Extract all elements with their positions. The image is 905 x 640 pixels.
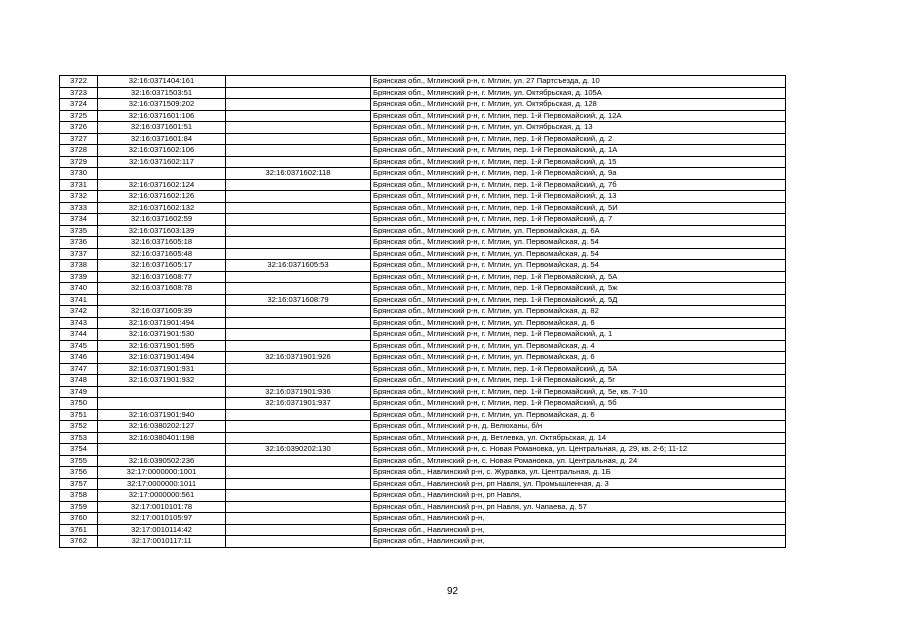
table-row <box>60 340 786 352</box>
cadastral-number-cell: 32:16:0380202:127 <box>98 421 226 433</box>
row-number-cell: 3731 <box>60 179 98 191</box>
address-cell: Брянская обл., Мглинский р-н, г. Мглин, пер. 1-й Первомайский, д. 5А <box>371 271 786 283</box>
related-cadastral-number-cell <box>226 202 371 214</box>
related-cadastral-number-cell <box>226 501 371 513</box>
row-number-cell: 3741 <box>60 294 98 306</box>
table-row <box>60 501 786 513</box>
cadastral-number-cell: 32:16:0390502:236 <box>98 455 226 467</box>
table-row <box>60 363 786 375</box>
row-number-cell: 3745 <box>60 340 98 352</box>
related-cadastral-number-cell <box>226 225 371 237</box>
row-number-cell: 3749 <box>60 386 98 398</box>
address-cell: Брянская обл., Мглинский р-н, г. Мглин, пер. 1-й Первомайский, д. 5И <box>371 202 786 214</box>
table-row <box>60 260 786 272</box>
row-number-cell: 3724 <box>60 99 98 111</box>
row-number-cell: 3754 <box>60 444 98 456</box>
cadastral-number-cell: 32:16:0371602:59 <box>98 214 226 226</box>
row-number-cell: 3723 <box>60 87 98 99</box>
related-cadastral-number-cell <box>226 145 371 157</box>
table-row <box>60 214 786 226</box>
address-cell: Брянская обл., Навлинский р-н, рп Навля, ул. Промышленная, д. 3 <box>371 478 786 490</box>
related-cadastral-number-cell <box>226 340 371 352</box>
table-row <box>60 444 786 456</box>
row-number-cell: 3730 <box>60 168 98 180</box>
row-number-cell: 3757 <box>60 478 98 490</box>
table-row <box>60 536 786 548</box>
table-row <box>60 490 786 502</box>
cadastral-number-cell <box>98 386 226 398</box>
cadastral-number-cell: 32:16:0371608:77 <box>98 271 226 283</box>
related-cadastral-number-cell <box>226 536 371 548</box>
table-row <box>60 156 786 168</box>
cadastral-number-cell: 32:16:0371605:48 <box>98 248 226 260</box>
address-cell: Брянская обл., Мглинский р-н, г. Мглин, пер. 1-й Первомайский, д. 5г <box>371 375 786 387</box>
table-row <box>60 76 786 88</box>
row-number-cell: 3732 <box>60 191 98 203</box>
address-cell: Брянская обл., Мглинский р-н, с. Новая Романовка, ул. Центральная, д. 29, кв. 2-6; 11-12 <box>371 444 786 456</box>
row-number-cell: 3722 <box>60 76 98 88</box>
cadastral-number-cell: 32:16:0371901:494 <box>98 352 226 364</box>
related-cadastral-number-cell <box>226 179 371 191</box>
cadastral-number-cell: 32:17:0000000:1001 <box>98 467 226 479</box>
table-row <box>60 271 786 283</box>
cadastral-number-cell: 32:16:0371503:51 <box>98 87 226 99</box>
table-row <box>60 110 786 122</box>
related-cadastral-number-cell <box>226 306 371 318</box>
related-cadastral-number-cell <box>226 421 371 433</box>
row-number-cell: 3729 <box>60 156 98 168</box>
table-row <box>60 375 786 387</box>
address-cell: Брянская обл., Навлинский р-н, с. Журавка, ул. Центральная, д. 1Б <box>371 467 786 479</box>
row-number-cell: 3734 <box>60 214 98 226</box>
cadastral-number-cell <box>98 398 226 410</box>
address-cell: Брянская обл., Мглинский р-н, г. Мглин, пер. 1-й Первомайский, д. 5е, кв. 7-10 <box>371 386 786 398</box>
row-number-cell: 3743 <box>60 317 98 329</box>
table-row <box>60 352 786 364</box>
cadastral-number-cell: 32:16:0371901:595 <box>98 340 226 352</box>
row-number-cell: 3761 <box>60 524 98 536</box>
related-cadastral-number-cell <box>226 524 371 536</box>
cadastral-number-cell: 32:16:0371601:106 <box>98 110 226 122</box>
related-cadastral-number-cell <box>226 513 371 525</box>
address-cell: Брянская обл., Мглинский р-н, г. Мглин, пер. 1-й Первомайский, д. 7б <box>371 179 786 191</box>
table-row <box>60 524 786 536</box>
cadastral-number-cell: 32:17:0010114:42 <box>98 524 226 536</box>
related-cadastral-number-cell: 32:16:0390202:130 <box>226 444 371 456</box>
related-cadastral-number-cell <box>226 237 371 249</box>
cadastral-number-cell: 32:17:0000000:1011 <box>98 478 226 490</box>
address-cell: Брянская обл., Мглинский р-н, г. Мглин, ул. Октябрьская, д. 13 <box>371 122 786 134</box>
cadastral-number-cell: 32:16:0371602:132 <box>98 202 226 214</box>
cadastral-number-cell: 32:16:0371601:84 <box>98 133 226 145</box>
table-row <box>60 237 786 249</box>
row-number-cell: 3751 <box>60 409 98 421</box>
cadastral-number-cell: 32:16:0371605:18 <box>98 237 226 249</box>
table-row <box>60 133 786 145</box>
cadastral-number-cell: 32:16:0371608:78 <box>98 283 226 295</box>
address-cell: Брянская обл., Навлинский р-н, рп Навля, ул. Чапаева, д. 57 <box>371 501 786 513</box>
related-cadastral-number-cell <box>226 271 371 283</box>
cadastral-number-cell: 32:16:0371602:126 <box>98 191 226 203</box>
cadastral-number-cell <box>98 444 226 456</box>
related-cadastral-number-cell <box>226 191 371 203</box>
related-cadastral-number-cell <box>226 375 371 387</box>
row-number-cell: 3750 <box>60 398 98 410</box>
row-number-cell: 3758 <box>60 490 98 502</box>
row-number-cell: 3752 <box>60 421 98 433</box>
cadastral-number-cell: 32:16:0371609:39 <box>98 306 226 318</box>
address-cell: Брянская обл., Мглинский р-н, г. Мглин, ул. Первомайская, д. 6 <box>371 352 786 364</box>
table-row <box>60 409 786 421</box>
row-number-cell: 3746 <box>60 352 98 364</box>
cadastral-number-cell: 32:16:0380401:198 <box>98 432 226 444</box>
address-cell: Брянская обл., Навлинский р-н, рп Навля, <box>371 490 786 502</box>
row-number-cell: 3755 <box>60 455 98 467</box>
table-row <box>60 99 786 111</box>
address-cell: Брянская обл., Мглинский р-н, г. Мглин, пер. 1-й Первомайский, д. 5А <box>371 363 786 375</box>
row-number-cell: 3760 <box>60 513 98 525</box>
cadastral-number-cell: 32:16:0371603:139 <box>98 225 226 237</box>
row-number-cell: 3726 <box>60 122 98 134</box>
related-cadastral-number-cell: 32:16:0371605:53 <box>226 260 371 272</box>
row-number-cell: 3733 <box>60 202 98 214</box>
related-cadastral-number-cell <box>226 432 371 444</box>
address-cell: Брянская обл., Мглинский р-н, д. Велюханы, б/н <box>371 421 786 433</box>
table-row <box>60 202 786 214</box>
table-row <box>60 329 786 341</box>
row-number-cell: 3756 <box>60 467 98 479</box>
cadastral-number-cell: 32:16:0371602:106 <box>98 145 226 157</box>
table-row <box>60 398 786 410</box>
address-cell: Брянская обл., Мглинский р-н, г. Мглин, пер. 1-й Первомайский, д. 5ж <box>371 283 786 295</box>
cadastral-number-cell <box>98 168 226 180</box>
row-number-cell: 3727 <box>60 133 98 145</box>
related-cadastral-number-cell <box>226 409 371 421</box>
cadastral-number-cell: 32:16:0371601:51 <box>98 122 226 134</box>
address-cell: Брянская обл., Мглинский р-н, г. Мглин, ул. Первомайская, д. 6 <box>371 317 786 329</box>
address-cell: Брянская обл., Мглинский р-н, г. Мглин, пер. 1-й Первомайский, д. 1А <box>371 145 786 157</box>
address-cell: Брянская обл., Мглинский р-н, г. Мглин, ул. Первомайская, д. 82 <box>371 306 786 318</box>
related-cadastral-number-cell <box>226 214 371 226</box>
table-row <box>60 386 786 398</box>
cadastral-number-cell: 32:16:0371901:932 <box>98 375 226 387</box>
related-cadastral-number-cell: 32:16:0371608:79 <box>226 294 371 306</box>
table-row <box>60 467 786 479</box>
related-cadastral-number-cell <box>226 317 371 329</box>
cadastral-number-cell: 32:17:0000000:561 <box>98 490 226 502</box>
address-cell: Брянская обл., Мглинский р-н, г. Мглин, ул. Октябрьская, д. 105А <box>371 87 786 99</box>
address-cell: Брянская обл., Мглинский р-н, г. Мглин, пер. 1-й Первомайский, д. 13 <box>371 191 786 203</box>
cadastral-number-cell: 32:16:0371901:931 <box>98 363 226 375</box>
table-row <box>60 306 786 318</box>
related-cadastral-number-cell <box>226 467 371 479</box>
row-number-cell: 3728 <box>60 145 98 157</box>
row-number-cell: 3736 <box>60 237 98 249</box>
cadastral-number-cell: 32:17:0010117:11 <box>98 536 226 548</box>
address-cell: Брянская обл., Навлинский р-н, <box>371 513 786 525</box>
table-row <box>60 478 786 490</box>
related-cadastral-number-cell <box>226 455 371 467</box>
address-cell: Брянская обл., Мглинский р-н, д. Ветлевка, ул. Октябрьская, д. 14 <box>371 432 786 444</box>
related-cadastral-number-cell <box>226 76 371 88</box>
cadastral-number-cell: 32:16:0371602:124 <box>98 179 226 191</box>
row-number-cell: 3740 <box>60 283 98 295</box>
table-row <box>60 145 786 157</box>
address-cell: Брянская обл., Мглинский р-н, г. Мглин, пер. 1-й Первомайский, д. 5Д <box>371 294 786 306</box>
row-number-cell: 3735 <box>60 225 98 237</box>
cadastral-number-cell: 32:16:0371901:530 <box>98 329 226 341</box>
table-row <box>60 432 786 444</box>
related-cadastral-number-cell <box>226 329 371 341</box>
address-cell: Брянская обл., Мглинский р-н, г. Мглин, пер. 1-й Первомайский, д. 9а <box>371 168 786 180</box>
table-row <box>60 294 786 306</box>
address-cell: Брянская обл., Мглинский р-н, г. Мглин, ул. Первомайская, д. 6 <box>371 409 786 421</box>
related-cadastral-number-cell: 32:16:0371901:926 <box>226 352 371 364</box>
related-cadastral-number-cell: 32:16:0371901:937 <box>226 398 371 410</box>
address-cell: Брянская обл., Мглинский р-н, г. Мглин, ул. Первомайская, д. 54 <box>371 248 786 260</box>
table-row <box>60 317 786 329</box>
row-number-cell: 3744 <box>60 329 98 341</box>
cadastral-number-cell: 32:16:0371901:494 <box>98 317 226 329</box>
address-cell: Брянская обл., Мглинский р-н, г. Мглин, пер. 1-й Первомайский, д. 1 <box>371 329 786 341</box>
related-cadastral-number-cell <box>226 490 371 502</box>
address-cell: Брянская обл., Мглинский р-н, г. Мглин, ул. Первомайская, д. 54 <box>371 237 786 249</box>
related-cadastral-number-cell <box>226 122 371 134</box>
address-cell: Брянская обл., Мглинский р-н, г. Мглин, ул. 27 Партсъезда, д. 10 <box>371 76 786 88</box>
table-row <box>60 168 786 180</box>
related-cadastral-number-cell <box>226 478 371 490</box>
table-row <box>60 87 786 99</box>
related-cadastral-number-cell <box>226 156 371 168</box>
table-row <box>60 179 786 191</box>
table-row <box>60 122 786 134</box>
related-cadastral-number-cell <box>226 87 371 99</box>
related-cadastral-number-cell <box>226 133 371 145</box>
address-cell: Брянская обл., Навлинский р-н, <box>371 524 786 536</box>
cadastral-number-cell: 32:16:0371605:17 <box>98 260 226 272</box>
table-row <box>60 225 786 237</box>
cadastral-number-cell: 32:16:0371509:202 <box>98 99 226 111</box>
related-cadastral-number-cell: 32:16:0371602:118 <box>226 168 371 180</box>
related-cadastral-number-cell <box>226 283 371 295</box>
related-cadastral-number-cell <box>226 248 371 260</box>
cadastral-number-cell: 32:17:0010105:97 <box>98 513 226 525</box>
registry-table <box>59 75 786 548</box>
address-cell: Брянская обл., Мглинский р-н, г. Мглин, ул. Первомайская, д. 54 <box>371 260 786 272</box>
page-number: 92 <box>446 586 459 597</box>
address-cell: Брянская обл., Мглинский р-н, г. Мглин, ул. Первомайская, д. 6А <box>371 225 786 237</box>
address-cell: Брянская обл., Мглинский р-н, г. Мглин, пер. 1-й Первомайский, д. 7 <box>371 214 786 226</box>
address-cell: Брянская обл., Мглинский р-н, г. Мглин, пер. 1-й Первомайский, д. 12А <box>371 110 786 122</box>
row-number-cell: 3739 <box>60 271 98 283</box>
table-row <box>60 191 786 203</box>
row-number-cell: 3753 <box>60 432 98 444</box>
address-cell: Брянская обл., Мглинский р-н, г. Мглин, пер. 1-й Первомайский, д. 2 <box>371 133 786 145</box>
address-cell: Брянская обл., Мглинский р-н, г. Мглин, ул. Первомайская, д. 4 <box>371 340 786 352</box>
row-number-cell: 3759 <box>60 501 98 513</box>
table-row <box>60 513 786 525</box>
cadastral-number-cell: 32:16:0371901:940 <box>98 409 226 421</box>
row-number-cell: 3738 <box>60 260 98 272</box>
address-cell: Брянская обл., Навлинский р-н, <box>371 536 786 548</box>
address-cell: Брянская обл., Мглинский р-н, г. Мглин, ул. Октябрьская, д. 128 <box>371 99 786 111</box>
cadastral-number-cell: 32:16:0371602:117 <box>98 156 226 168</box>
row-number-cell: 3737 <box>60 248 98 260</box>
address-cell: Брянская обл., Мглинский р-н, с. Новая Романовка, ул. Центральная, д. 24 <box>371 455 786 467</box>
table-row <box>60 248 786 260</box>
row-number-cell: 3725 <box>60 110 98 122</box>
related-cadastral-number-cell <box>226 363 371 375</box>
row-number-cell: 3742 <box>60 306 98 318</box>
cadastral-number-cell: 32:17:0010101:78 <box>98 501 226 513</box>
registry-table-body <box>60 76 786 548</box>
related-cadastral-number-cell <box>226 110 371 122</box>
cadastral-number-cell: 32:16:0371404:161 <box>98 76 226 88</box>
table-row <box>60 455 786 467</box>
related-cadastral-number-cell: 32:16:0371901:936 <box>226 386 371 398</box>
row-number-cell: 3762 <box>60 536 98 548</box>
table-row <box>60 421 786 433</box>
related-cadastral-number-cell <box>226 99 371 111</box>
table-row <box>60 283 786 295</box>
address-cell: Брянская обл., Мглинский р-н, г. Мглин, пер. 1-й Первомайский, д. 15 <box>371 156 786 168</box>
row-number-cell: 3748 <box>60 375 98 387</box>
cadastral-number-cell <box>98 294 226 306</box>
address-cell: Брянская обл., Мглинский р-н, г. Мглин, пер. 1-й Первомайский, д. 5б <box>371 398 786 410</box>
row-number-cell: 3747 <box>60 363 98 375</box>
